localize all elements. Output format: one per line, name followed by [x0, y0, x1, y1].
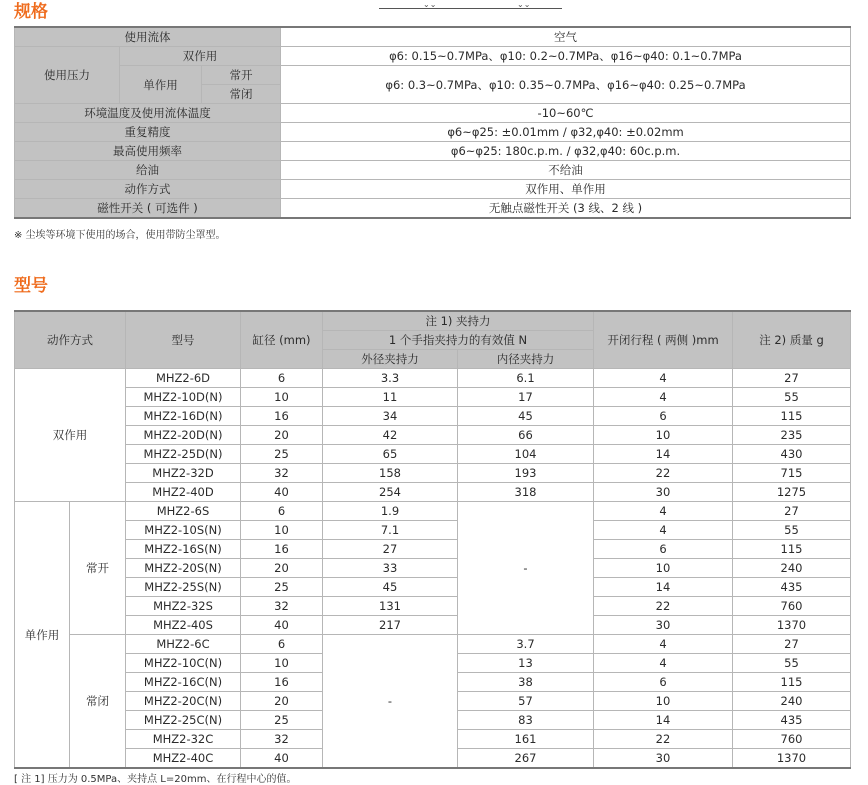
table-row: [15, 502, 851, 521]
bore-cell: 16: [241, 540, 323, 559]
model-cell: MHZ2-10S(N): [126, 521, 241, 540]
inner-force-cell: 83: [458, 711, 594, 730]
stroke-cell: 30: [594, 483, 733, 502]
outer-force-cell: 11: [323, 388, 458, 407]
mass-cell: 240: [733, 559, 851, 578]
outer-force-cell: 1.9: [323, 502, 458, 521]
model-cell: MHZ2-40D: [126, 483, 241, 502]
table-row: [15, 199, 851, 219]
bore-cell: 25: [241, 711, 323, 730]
spec-label: 单作用: [120, 66, 202, 104]
outer-force-cell: 45: [323, 578, 458, 597]
stroke-cell: 4: [594, 388, 733, 407]
mass-cell: 760: [733, 597, 851, 616]
stroke-cell: 4: [594, 521, 733, 540]
stroke-cell: 14: [594, 445, 733, 464]
col-header-inner: 内径夹持力: [458, 350, 594, 369]
bore-cell: 16: [241, 673, 323, 692]
bore-cell: 25: [241, 445, 323, 464]
group-label-double: 双作用: [15, 369, 126, 502]
inner-force-cell: 57: [458, 692, 594, 711]
spec-label: 双作用: [120, 47, 281, 66]
model-cell: MHZ2-25C(N): [126, 711, 241, 730]
model-cell: MHZ2-16D(N): [126, 407, 241, 426]
bore-cell: 6: [241, 502, 323, 521]
bore-cell: 40: [241, 616, 323, 635]
outer-force-cell: 42: [323, 426, 458, 445]
table-row: [15, 66, 851, 85]
spec-label: 使用压力: [15, 47, 120, 104]
mass-cell: 1370: [733, 749, 851, 769]
col-header-model: 型号: [126, 311, 241, 369]
spec-label: 常开: [202, 66, 281, 85]
spec-value: φ6: 0.15~0.7MPa、φ10: 0.2~0.7MPa、φ16~φ40: 0.1~0.7MPa: [281, 47, 851, 66]
table-row: [15, 464, 851, 483]
outer-force-cell: 254: [323, 483, 458, 502]
col-header-stroke: 开闭行程 ( 两侧 )mm: [594, 311, 733, 369]
outer-force-cell: -: [323, 635, 458, 769]
outer-force-cell: 33: [323, 559, 458, 578]
table-row: [15, 559, 851, 578]
stroke-cell: 6: [594, 540, 733, 559]
spec-table: [14, 26, 851, 219]
model-cell: MHZ2-32S: [126, 597, 241, 616]
model-cell: MHZ2-16S(N): [126, 540, 241, 559]
table-row: [15, 426, 851, 445]
model-cell: MHZ2-25D(N): [126, 445, 241, 464]
spec-value: 空气: [281, 27, 851, 47]
model-cell: MHZ2-40S: [126, 616, 241, 635]
inner-force-cell: 267: [458, 749, 594, 769]
outer-force-cell: 34: [323, 407, 458, 426]
col-header-mass: 注 2) 质量 g: [733, 311, 851, 369]
table-row: [15, 27, 851, 47]
outer-force-cell: 7.1: [323, 521, 458, 540]
inner-force-cell: 161: [458, 730, 594, 749]
table-row: [15, 180, 851, 199]
table-row: [15, 407, 851, 426]
stroke-cell: 14: [594, 711, 733, 730]
spec-value: -10~60℃: [281, 104, 851, 123]
table-row: [15, 540, 851, 559]
stroke-cell: 10: [594, 426, 733, 445]
mass-cell: 435: [733, 711, 851, 730]
outer-force-cell: 131: [323, 597, 458, 616]
spec-label: 使用流体: [15, 27, 281, 47]
spec-note: ※ 尘埃等环境下使用的场合，使用带防尘罩型。: [14, 230, 226, 241]
stroke-cell: 22: [594, 597, 733, 616]
mass-cell: 55: [733, 388, 851, 407]
table-row: [15, 578, 851, 597]
col-header-force-sub: 1 个手指夹持力的有效值 N: [323, 331, 594, 350]
table-row: [15, 369, 851, 388]
col-header-force: 注 1) 夹持力: [323, 311, 594, 331]
stroke-cell: 4: [594, 502, 733, 521]
model-cell: MHZ2-40C: [126, 749, 241, 769]
inner-force-cell: 66: [458, 426, 594, 445]
bore-cell: 32: [241, 730, 323, 749]
bore-cell: 6: [241, 369, 323, 388]
outer-force-cell: 27: [323, 540, 458, 559]
spec-section-title: 规格: [14, 2, 48, 22]
spec-label: 环境温度及使用流体温度: [15, 104, 281, 123]
spec-value: 双作用、单作用: [281, 180, 851, 199]
model-cell: MHZ2-20C(N): [126, 692, 241, 711]
group-label-closed: 常闭: [70, 635, 126, 769]
bore-cell: 20: [241, 426, 323, 445]
stroke-cell: 14: [594, 578, 733, 597]
bore-cell: 10: [241, 654, 323, 673]
mass-cell: 240: [733, 692, 851, 711]
inner-force-cell: 17: [458, 388, 594, 407]
mass-cell: 235: [733, 426, 851, 445]
stroke-cell: 4: [594, 654, 733, 673]
spec-value: φ6~φ25: 180c.p.m. / φ32,φ40: 60c.p.m.: [281, 142, 851, 161]
group-label-open: 常开: [70, 502, 126, 635]
spec-label: 给油: [15, 161, 281, 180]
mass-cell: 1370: [733, 616, 851, 635]
inner-force-cell: 6.1: [458, 369, 594, 388]
table-row: [15, 597, 851, 616]
mass-cell: 1275: [733, 483, 851, 502]
spec-value: 不给油: [281, 161, 851, 180]
inner-force-cell: 104: [458, 445, 594, 464]
inner-force-cell: 193: [458, 464, 594, 483]
mass-cell: 430: [733, 445, 851, 464]
model-cell: MHZ2-32D: [126, 464, 241, 483]
bore-cell: 32: [241, 464, 323, 483]
col-header-outer: 外径夹持力: [323, 350, 458, 369]
table-row: [15, 104, 851, 123]
bore-cell: 25: [241, 578, 323, 597]
model-cell: MHZ2-32C: [126, 730, 241, 749]
bore-cell: 10: [241, 388, 323, 407]
table-row: [15, 483, 851, 502]
spec-value: φ6: 0.3~0.7MPa、φ10: 0.35~0.7MPa、φ16~φ40: 0.25~0.7MPa: [281, 66, 851, 104]
inner-force-cell: 45: [458, 407, 594, 426]
spec-value: φ6~φ25: ±0.01mm / φ32,φ40: ±0.02mm: [281, 123, 851, 142]
model-cell: MHZ2-20S(N): [126, 559, 241, 578]
mass-cell: 115: [733, 673, 851, 692]
spec-label: 最高使用频率: [15, 142, 281, 161]
group-label-single: 单作用: [15, 502, 70, 769]
mass-cell: 760: [733, 730, 851, 749]
outer-force-cell: 3.3: [323, 369, 458, 388]
model-section-title: 型号: [14, 276, 48, 296]
mass-cell: 715: [733, 464, 851, 483]
bore-cell: 16: [241, 407, 323, 426]
mass-cell: 115: [733, 407, 851, 426]
stroke-cell: 30: [594, 616, 733, 635]
outer-force-cell: 158: [323, 464, 458, 483]
bore-cell: 32: [241, 597, 323, 616]
stroke-cell: 6: [594, 407, 733, 426]
stroke-cell: 10: [594, 559, 733, 578]
bore-cell: 10: [241, 521, 323, 540]
inner-force-cell: 38: [458, 673, 594, 692]
mass-cell: 435: [733, 578, 851, 597]
table-row: [15, 123, 851, 142]
outer-force-cell: 217: [323, 616, 458, 635]
mass-cell: 27: [733, 635, 851, 654]
outer-force-cell: 65: [323, 445, 458, 464]
spec-label: 常闭: [202, 85, 281, 104]
footnote: [ 注 1] 压力为 0.5MPa、夹持点 L=20mm、在行程中心的值。: [14, 774, 297, 785]
table-row: [15, 388, 851, 407]
model-cell: MHZ2-25S(N): [126, 578, 241, 597]
inner-force-cell: 318: [458, 483, 594, 502]
header-row: [15, 311, 851, 331]
model-cell: MHZ2-10C(N): [126, 654, 241, 673]
table-row: [15, 635, 851, 654]
stroke-cell: 22: [594, 730, 733, 749]
model-cell: MHZ2-6S: [126, 502, 241, 521]
bore-cell: 6: [241, 635, 323, 654]
table-row: [15, 142, 851, 161]
mass-cell: 55: [733, 521, 851, 540]
mass-cell: 27: [733, 502, 851, 521]
diagram-fragment: ⌄⌄ ⌄⌄: [379, 0, 562, 9]
mass-cell: 27: [733, 369, 851, 388]
col-header-bore: 缸径 (mm): [241, 311, 323, 369]
spec-label: 动作方式: [15, 180, 281, 199]
stroke-cell: 4: [594, 635, 733, 654]
model-table: [14, 310, 851, 769]
stroke-cell: 4: [594, 369, 733, 388]
mass-cell: 115: [733, 540, 851, 559]
model-cell: MHZ2-10D(N): [126, 388, 241, 407]
inner-force-cell: -: [458, 502, 594, 635]
stroke-cell: 10: [594, 692, 733, 711]
stroke-cell: 22: [594, 464, 733, 483]
model-cell: MHZ2-16C(N): [126, 673, 241, 692]
stroke-cell: 6: [594, 673, 733, 692]
table-row: [15, 47, 851, 66]
inner-force-cell: 3.7: [458, 635, 594, 654]
stroke-cell: 30: [594, 749, 733, 769]
mass-cell: 55: [733, 654, 851, 673]
spec-label: 重复精度: [15, 123, 281, 142]
inner-force-cell: 13: [458, 654, 594, 673]
model-cell: MHZ2-20D(N): [126, 426, 241, 445]
spec-value: 无触点磁性开关 (3 线、2 线 ): [281, 199, 851, 219]
table-row: [15, 521, 851, 540]
model-cell: MHZ2-6C: [126, 635, 241, 654]
col-header-action: 动作方式: [15, 311, 126, 369]
bore-cell: 40: [241, 483, 323, 502]
table-row: [15, 161, 851, 180]
model-cell: MHZ2-6D: [126, 369, 241, 388]
spec-label: 磁性开关 ( 可选件 ): [15, 199, 281, 219]
bore-cell: 20: [241, 559, 323, 578]
table-row: [15, 616, 851, 635]
bore-cell: 40: [241, 749, 323, 769]
table-row: [15, 445, 851, 464]
bore-cell: 20: [241, 692, 323, 711]
